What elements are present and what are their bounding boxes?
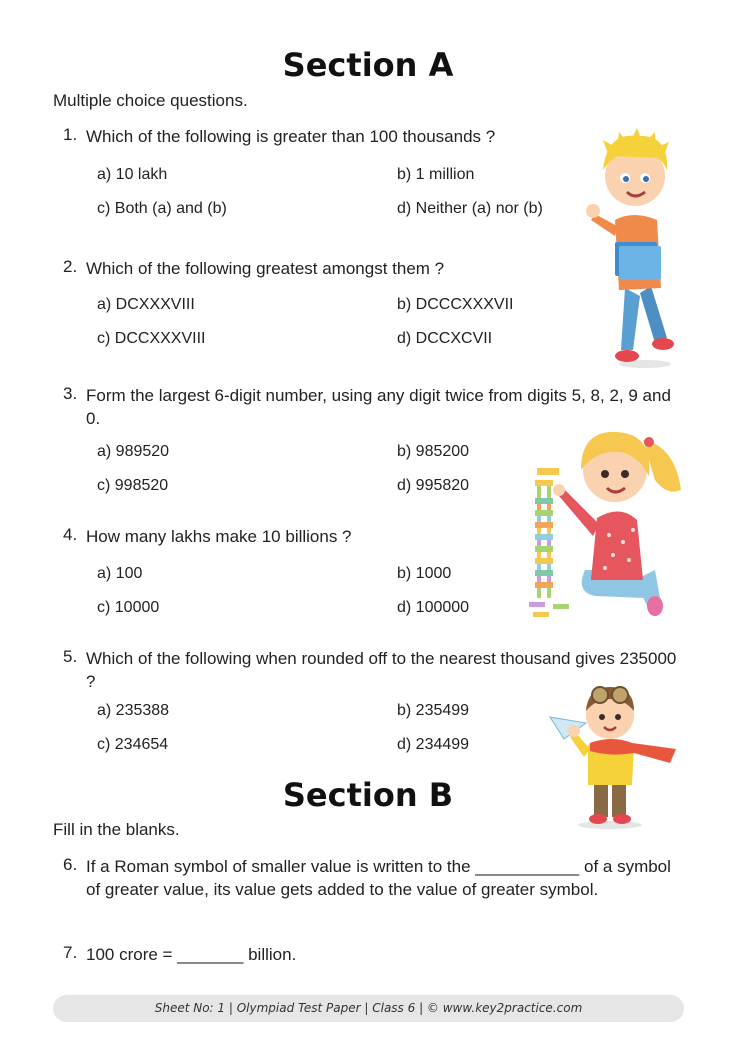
option-c: c) 234654 — [97, 736, 169, 753]
question-text: Which of the following when rounded off to the nearest thousand gives 235000 ? — [86, 649, 677, 691]
option-c: c) 998520 — [97, 477, 169, 494]
boy-with-paper-plane-illustration — [548, 675, 678, 830]
question-number: 7. — [63, 943, 78, 962]
option-c: c) Both (a) and (b) — [97, 200, 227, 217]
option-d: d) Neither (a) nor (b) — [397, 200, 543, 217]
section-b-intro: Fill in the blanks. — [53, 820, 180, 839]
option-b: b) 1 million — [397, 166, 475, 183]
option-d: d) 995820 — [397, 477, 470, 494]
option-b: b) DCCCXXXVII — [397, 296, 514, 313]
option-a: a) 989520 — [97, 443, 170, 460]
section-a-intro: Multiple choice questions. — [53, 91, 248, 110]
option-a: a) DCXXXVIII — [97, 296, 195, 313]
question-number: 6. — [63, 855, 78, 874]
question-number: 4. — [63, 525, 78, 544]
question-text: Which of the following greatest amongst them ? — [86, 259, 445, 278]
section-a-title: Section A — [282, 46, 454, 84]
option-b: b) 235499 — [397, 702, 470, 719]
option-a: a) 100 — [97, 565, 143, 582]
question-number: 5. — [63, 647, 78, 666]
option-d: d) DCCXCVII — [397, 330, 493, 347]
girl-with-blocks-illustration — [525, 420, 690, 620]
question-number: 1. — [63, 125, 78, 144]
footer-bar: Sheet No: 1 | Olympiad Test Paper | Class 6 | © www.key2practice.com — [53, 995, 684, 1022]
option-d: d) 100000 — [397, 599, 470, 616]
question-text: Which of the following is greater than 100 thousands ? — [86, 127, 496, 146]
option-a: a) 235388 — [97, 702, 170, 719]
question-text: Form the largest 6-digit number, using any digit twice from digits 5, 8, 2, 9 and 0. — [86, 386, 671, 428]
question-text: How many lakhs make 10 billions ? — [86, 527, 352, 546]
question-number: 3. — [63, 384, 78, 403]
option-d: d) 234499 — [397, 736, 470, 753]
option-c: c) DCCXXXVIII — [97, 330, 206, 347]
question-number: 2. — [63, 257, 78, 276]
boy-with-books-illustration — [585, 118, 685, 370]
section-b-title: Section B — [282, 776, 454, 814]
option-b: b) 1000 — [397, 565, 452, 582]
question-text: 100 crore = _______ billion. — [86, 945, 297, 964]
option-a: a) 10 lakh — [97, 166, 168, 183]
option-c: c) 10000 — [97, 599, 160, 616]
option-b: b) 985200 — [397, 443, 470, 460]
question-text: If a Roman symbol of smaller value is written to the ___________ of a symbol of greater value, its value gets added to the value of greater symbol. — [86, 857, 671, 899]
